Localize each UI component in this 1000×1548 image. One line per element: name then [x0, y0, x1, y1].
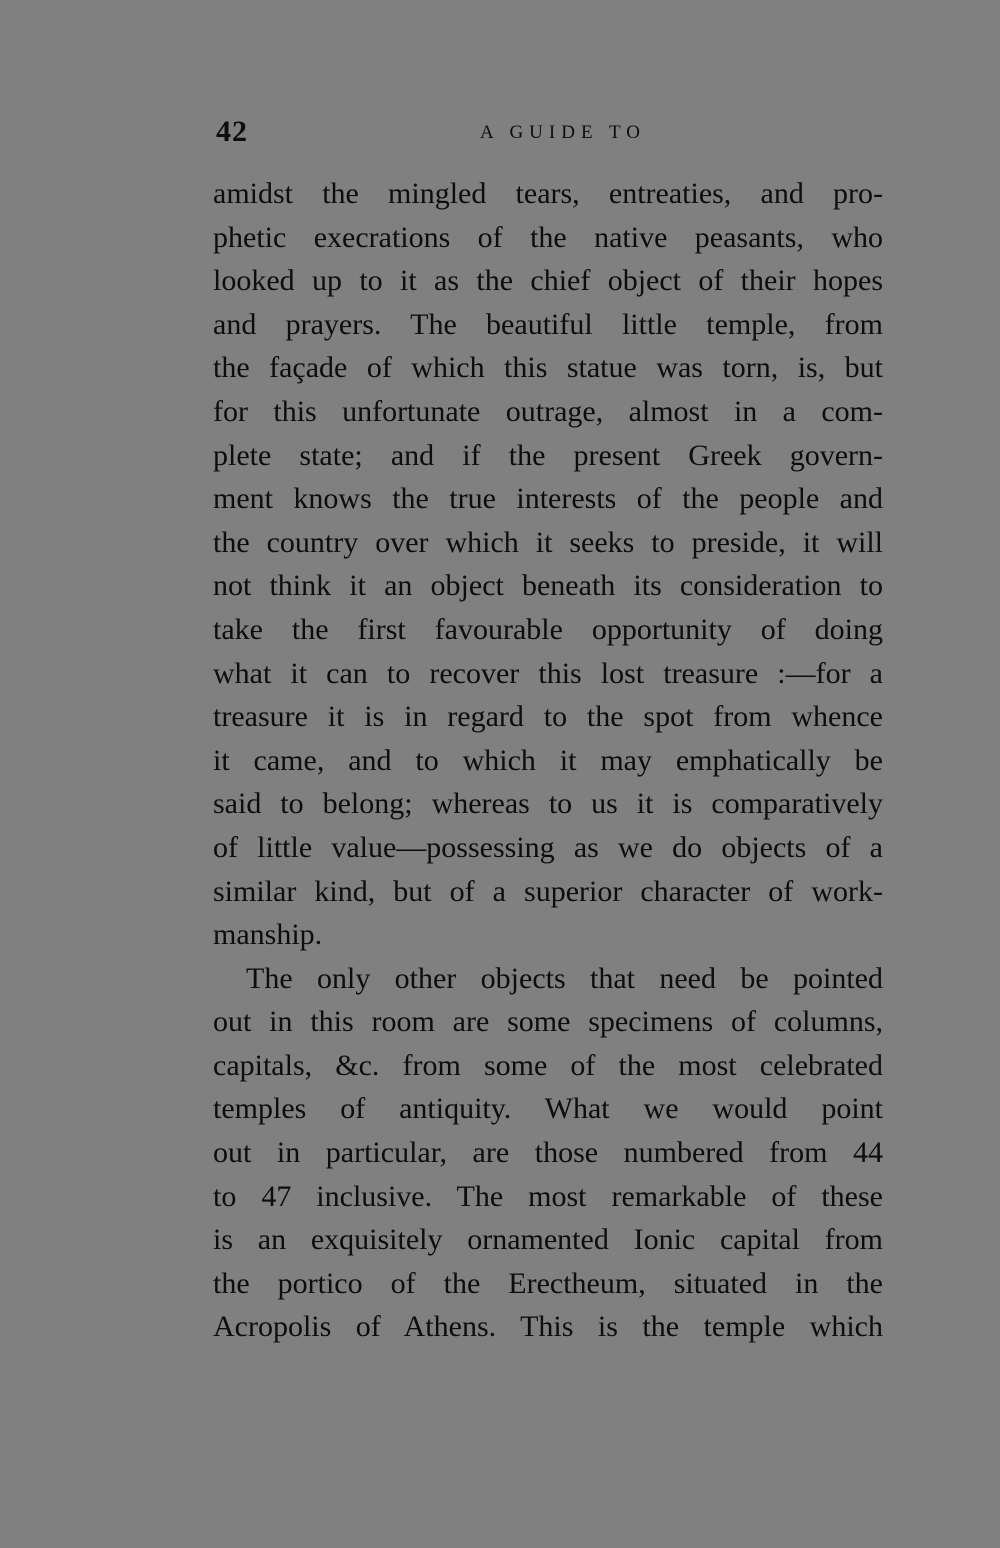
body-text: [213, 172, 883, 1349]
text-line: phetic execrations of the native peasants, who: [213, 220, 883, 254]
text-line: it came, and to which it may emphatically be: [213, 743, 883, 777]
text-line: the country over which it seeks to preside, it will: [213, 525, 883, 559]
text-line: treasure it is in regard to the spot from whence: [213, 700, 883, 734]
text-line: out in particular, are those numbered from 44: [213, 1136, 883, 1170]
paragraph: [213, 957, 883, 1349]
text-line: and prayers. The beautiful little temple, from: [213, 307, 883, 341]
page-number: 42: [216, 115, 248, 148]
text-line: to 47 inclusive. The most remarkable of these: [213, 1179, 883, 1213]
text-line: of little value—possessing as we do objects of a: [213, 830, 883, 864]
text-line: manship.: [213, 918, 323, 952]
text-line: capitals, &c. from some of the most celebrated: [213, 1048, 883, 1082]
text-line: the façade of which this statue was torn, is, but: [213, 351, 883, 385]
text-line: ment knows the true interests of the people and: [213, 482, 883, 516]
text-line: similar kind, but of a superior character of work-: [213, 874, 883, 908]
text-line: Acropolis of Athens. This is the temple which: [213, 1310, 883, 1344]
text-line: for this unfortunate outrage, almost in a com-: [213, 394, 883, 428]
text-line: out in this room are some specimens of columns,: [213, 1005, 883, 1039]
paragraph: [213, 172, 883, 957]
running-title: A GUIDE TO: [480, 122, 646, 143]
running-head: [213, 112, 883, 152]
text-line: the portico of the Erectheum, situated in the: [213, 1266, 883, 1300]
text-line: temples of antiquity. What we would point: [213, 1092, 883, 1126]
text-line: is an exquisitely ornamented Ionic capital from: [213, 1223, 883, 1257]
text-line: plete state; and if the present Greek govern-: [213, 438, 883, 472]
text-line: The only other objects that need be pointed: [246, 961, 883, 995]
text-line: said to belong; whereas to us it is comparatively: [213, 787, 883, 821]
text-line: not think it an object beneath its consideration to: [213, 569, 883, 603]
text-line: take the first favourable opportunity of doing: [213, 612, 883, 646]
text-line: what it can to recover this lost treasure :—for a: [213, 656, 883, 690]
text-line: amidst the mingled tears, entreaties, and pro-: [213, 177, 883, 210]
text-line: looked up to it as the chief object of their hopes: [213, 264, 883, 298]
